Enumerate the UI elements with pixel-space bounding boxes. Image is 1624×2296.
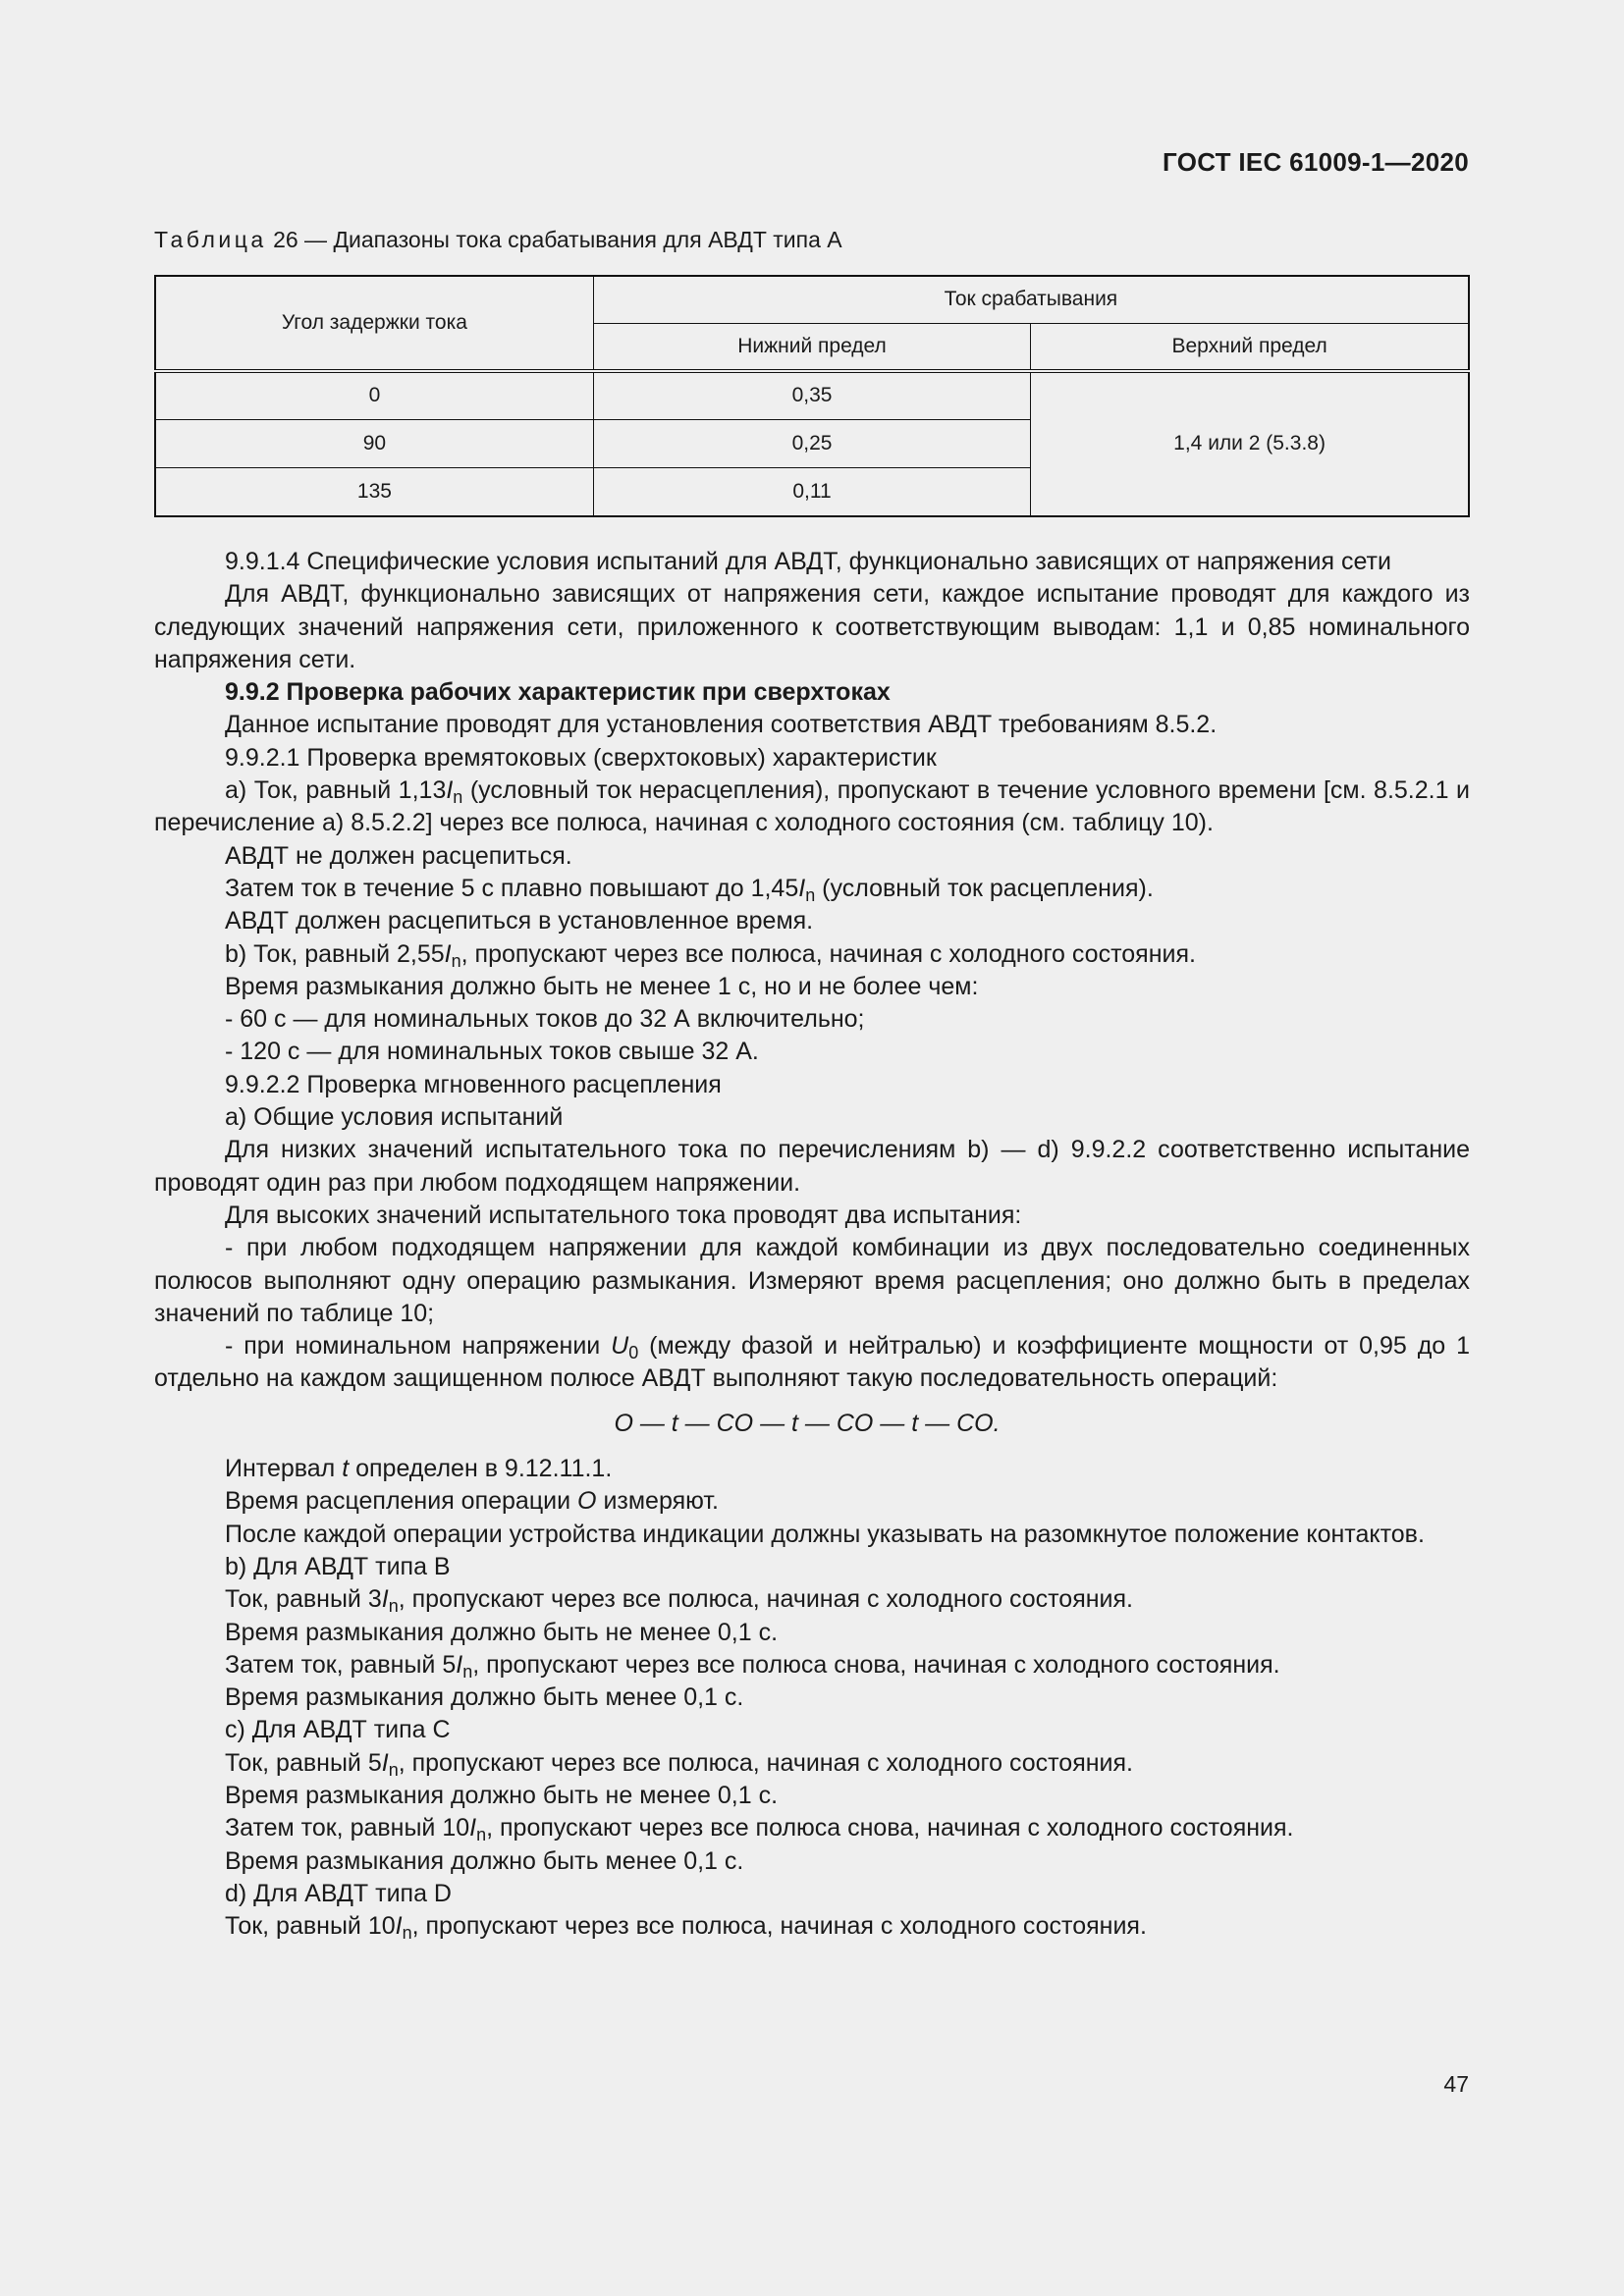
subsection-heading: 9.9.2.2 Проверка мгновенного расцепления — [225, 1070, 722, 1098]
list-item: - 120 с — для номинальных токов свыше 32 А. — [225, 1038, 759, 1066]
table-cell-lower: 0,35 — [593, 371, 1030, 419]
page-number: 47 — [1443, 2071, 1469, 2097]
paragraph: АВДТ должен расцепиться в установленное время. — [225, 907, 814, 935]
paragraph: Время размыкания должно быть менее 0,1 с. — [225, 1683, 744, 1712]
paragraph: Время размыкания должно быть менее 0,1 с. — [225, 1846, 744, 1875]
paragraph: Ток, равный $5I_n$, пропускают через все полюса, начиная с холодного состояния. — [225, 1748, 1134, 1780]
paragraph: 9.9.1.4 Специфические условия испытаний для АВДТ, функционально зависящих от напряжения сети — [225, 548, 1391, 575]
list-item: - 60 с — для номинальных токов до 32 А включительно; — [225, 1005, 865, 1034]
table-cell-lower: 0,11 — [593, 468, 1030, 516]
table-caption-prefix: Таблица — [154, 227, 267, 252]
paragraph: Затем ток, равный $10I_n$, пропускают через все полюса снова, начиная с холодного состояния. — [225, 1814, 1294, 1845]
paragraph: а) Общие условия испытаний — [225, 1103, 564, 1132]
paragraph: Время размыкания должно быть не менее 0,1 с. — [225, 1781, 779, 1809]
paragraph: Ток, равный $10I_n$, пропускают через все полюса, начиная с холодного состояния. — [225, 1912, 1147, 1944]
paragraph: Время расцепления операции O измеряют. — [225, 1487, 719, 1516]
paragraph: Интервал t определен в 9.12.11.1. — [225, 1455, 613, 1483]
paragraph: Для высоких значений испытательного тока проводят два испытания: — [225, 1201, 1022, 1229]
paragraph: Время размыкания должно быть не менее 1 с, но и не более чем: — [225, 972, 979, 1000]
paragraph: Для АВДТ, функционально зависящих от напряжения сети, каждое испытание проводят для каждого из следующих значений напряжения сети, приложенного к соответствующим выводам: 1,1 и 0,85 номинального напряжения сети. — [154, 580, 1470, 673]
paragraph: Затем ток в течение 5 с плавно повышают до $1,45I_n$ (условный ток расцепления). — [225, 874, 1154, 905]
operation-sequence-formula: O — t — CO — t — CO — t — CO. — [614, 1409, 1001, 1437]
subsection-heading: 9.9.2.1 Проверка времятоковых (сверхтоковых) характеристик — [225, 743, 937, 772]
section-heading: 9.9.2 Проверка рабочих характеристик при сверхтоках — [225, 678, 891, 707]
paragraph: Данное испытание проводят для установления соответствия АВДТ требованиям 8.5.2. — [225, 711, 1218, 739]
paragraph: а) Ток, равный $1,13I_n$ (условный ток нерасцепления), пропускают в течение условного времени [см. 8.5.2.1 и перечисление а) 8.5.2.2] через все полюса, начиная с холодного состояния (см. таблицу 10). — [154, 776, 1470, 837]
table-cell-upper: 1,4 или 2 (5.3.8) — [1031, 371, 1469, 516]
table-cell-angle: 0 — [155, 371, 593, 419]
list-item: - при номинальном напряжении $U_0$ (между фазой и нейтралью) и коэффициенте мощности от 0,95 до 1 отдельно на каждом защищенном полюсе АВДТ выполняют такую последовательность операций: — [154, 1332, 1470, 1393]
paragraph: Для низких значений испытательного тока по перечислениям b) — d) 9.9.2.2 соответственно испытание проводят один раз при любом подходящем напряжении. — [154, 1136, 1470, 1197]
header-upper-limit: Верхний предел — [1031, 323, 1469, 370]
trip-current-table — [154, 275, 1470, 517]
header-lower-limit: Нижний предел — [593, 323, 1030, 370]
paragraph: с) Для АВДТ типа С — [225, 1716, 451, 1744]
document-body — [154, 546, 1470, 1943]
paragraph: Затем ток, равный $5I_n$, пропускают через все полюса снова, начиная с холодного состояния. — [225, 1650, 1280, 1682]
paragraph: АВДТ не должен расцепиться. — [225, 841, 572, 870]
paragraph: d) Для АВДТ типа D — [225, 1879, 452, 1907]
document-header-title: ГОСТ IEC 61009-1—2020 — [1163, 147, 1469, 177]
table-caption-text: 26 — Диапазоны тока срабатывания для АВДТ типа А — [266, 227, 842, 252]
paragraph: b) Ток, равный $2,55I_n$, пропускают через все полюса, начиная с холодного состояния. — [225, 939, 1196, 971]
header-current-delay-angle: Угол задержки тока — [155, 276, 593, 371]
header-trip-current: Ток срабатывания — [593, 276, 1469, 323]
list-item: - при любом подходящем напряжении для каждой комбинации из двух последовательно соединенных полюсов выполняют одну операцию размыкания. Измеряют время расцепления; оно должно быть в пределах значений по таблице 10; — [154, 1234, 1470, 1327]
table-cell-angle: 135 — [155, 468, 593, 516]
paragraph: Время размыкания должно быть не менее 0,1 с. — [225, 1618, 779, 1646]
table-cell-lower: 0,25 — [593, 419, 1030, 467]
table-caption — [154, 227, 842, 253]
table-cell-angle: 90 — [155, 419, 593, 467]
paragraph: b) Для АВДТ типа В — [225, 1552, 451, 1580]
paragraph: После каждой операции устройства индикации должны указывать на разомкнутое положение контактов. — [225, 1520, 1425, 1548]
paragraph: Ток, равный $3I_n$, пропускают через все полюса, начиная с холодного состояния. — [225, 1585, 1134, 1617]
